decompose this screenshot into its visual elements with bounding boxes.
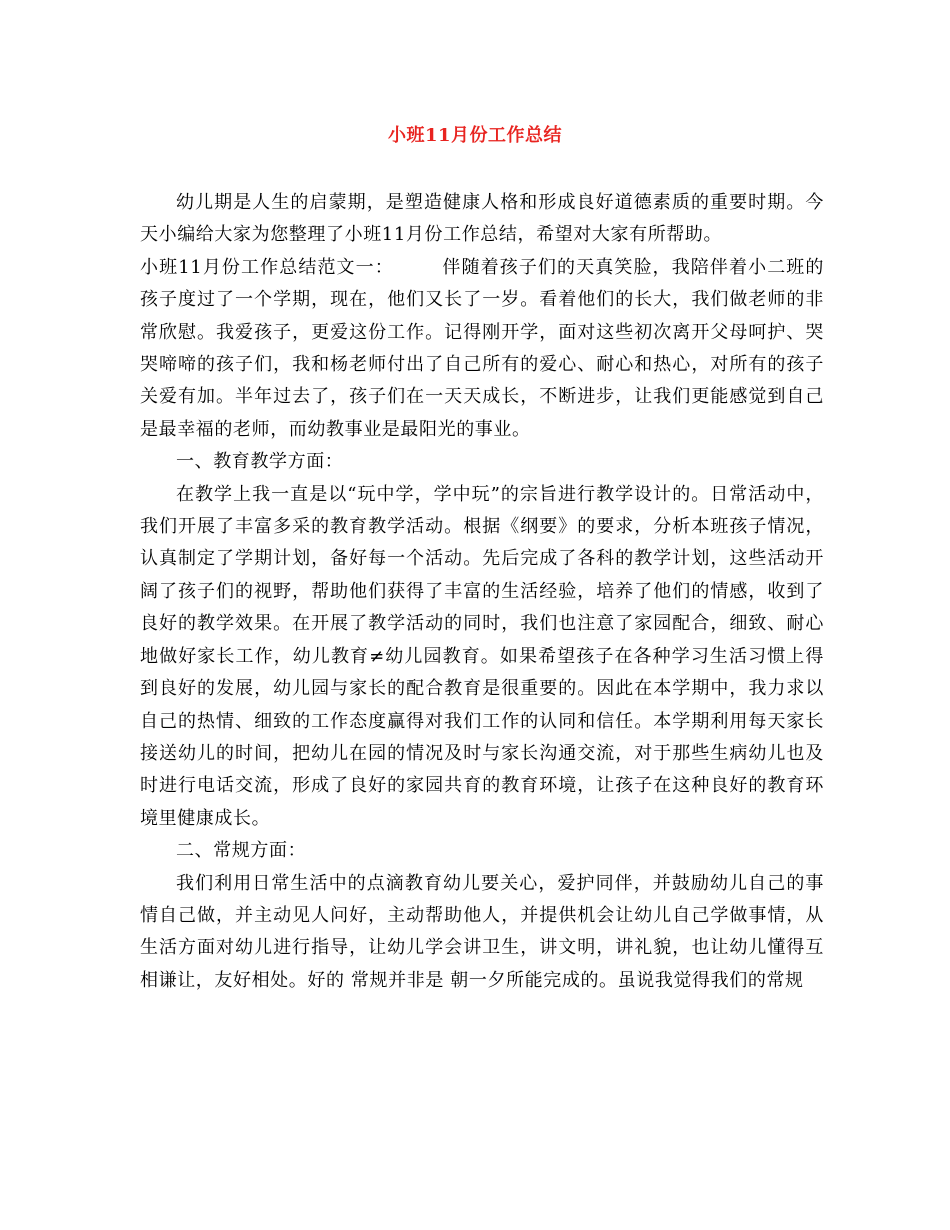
sample-paragraph — [140, 252, 824, 446]
section-heading-routine: 二、常规方面： — [176, 840, 307, 862]
sample-opening: 伴随着孩子们的天真笑脸，我陪伴着小二班的孩子度过了一个学期，现在，他们又长了一岁。看着他们的长大，我们做老师的非常欣慰。我爱孩子，更爱这份工作。记得刚开学，面对这些初次离开父母呵护、哭哭啼啼的孩子们，我和杨老师付出了自己所有的爱心、耐心和热心，对所有的孩子关爱有加。半年过去了，孩子们在一天天成长，不断进步，让我们更能感觉到自己是最幸福的老师，而幼教事业是最阳光的事业。 — [140, 256, 825, 440]
intro-paragraph: 幼儿期是人生的启蒙期，是塑造健康人格和形成良好道德素质的重要时期。今天小编给大家为您整理了小班11月份工作总结，希望对大家有所帮助。 — [140, 192, 824, 246]
sample-label: 小班11月份工作总结范文一： — [140, 256, 394, 278]
section-body-routine: 我们利用日常生活中的点滴教育幼儿要关心，爱护同伴，并鼓励幼儿自己的事情自己做，并主动见人问好，主动帮助他人，并提供机会让幼儿自己学做事情，从生活方面对幼儿进行指导，让幼儿学会讲卫生，讲文明，讲礼貌，也让幼儿懂得互相谦让，友好相处。好的 常规并非是 朝一夕所能完成的。虽说我觉得我们的常规 — [140, 872, 824, 991]
document-title: 小班11月份工作总结 — [387, 125, 563, 146]
section-heading-education: 一、教育教学方面： — [176, 451, 344, 473]
section-body-education: 在教学上我一直是以“玩中学，学中玩”的宗旨进行教学设计的。日常活动中，我们开展了丰富多采的教育教学活动。根据《纲要》的要求，分析本班孩子情况，认真制定了学期计划，备好每一个活动。先后完成了各科的教学计划，这些活动开阔了孩子们的视野，帮助他们获得了丰富的生活经验，培养了他们的情感，收到了良好的教学效果。在开展了教学活动的同时，我们也注意了家园配合，细致、耐心地做好家长工作，幼儿教育≠幼儿园教育。如果希望孩子在各种学习生活习惯上得到良好的发展，幼儿园与家长的配合教育是很重要的。因此在本学期中，我力求以自己的热情、细致的工作态度赢得对我们工作的认同和信任。本学期利用每天家长接送幼儿的时间，把幼儿在园的情况及时与家长沟通交流，对于那些生病幼儿也及时进行电话交流，形成了良好的家园共育的教育环境，让孩子在这种良好的教育环境里健康成长。 — [140, 483, 824, 829]
document-body — [140, 187, 824, 997]
